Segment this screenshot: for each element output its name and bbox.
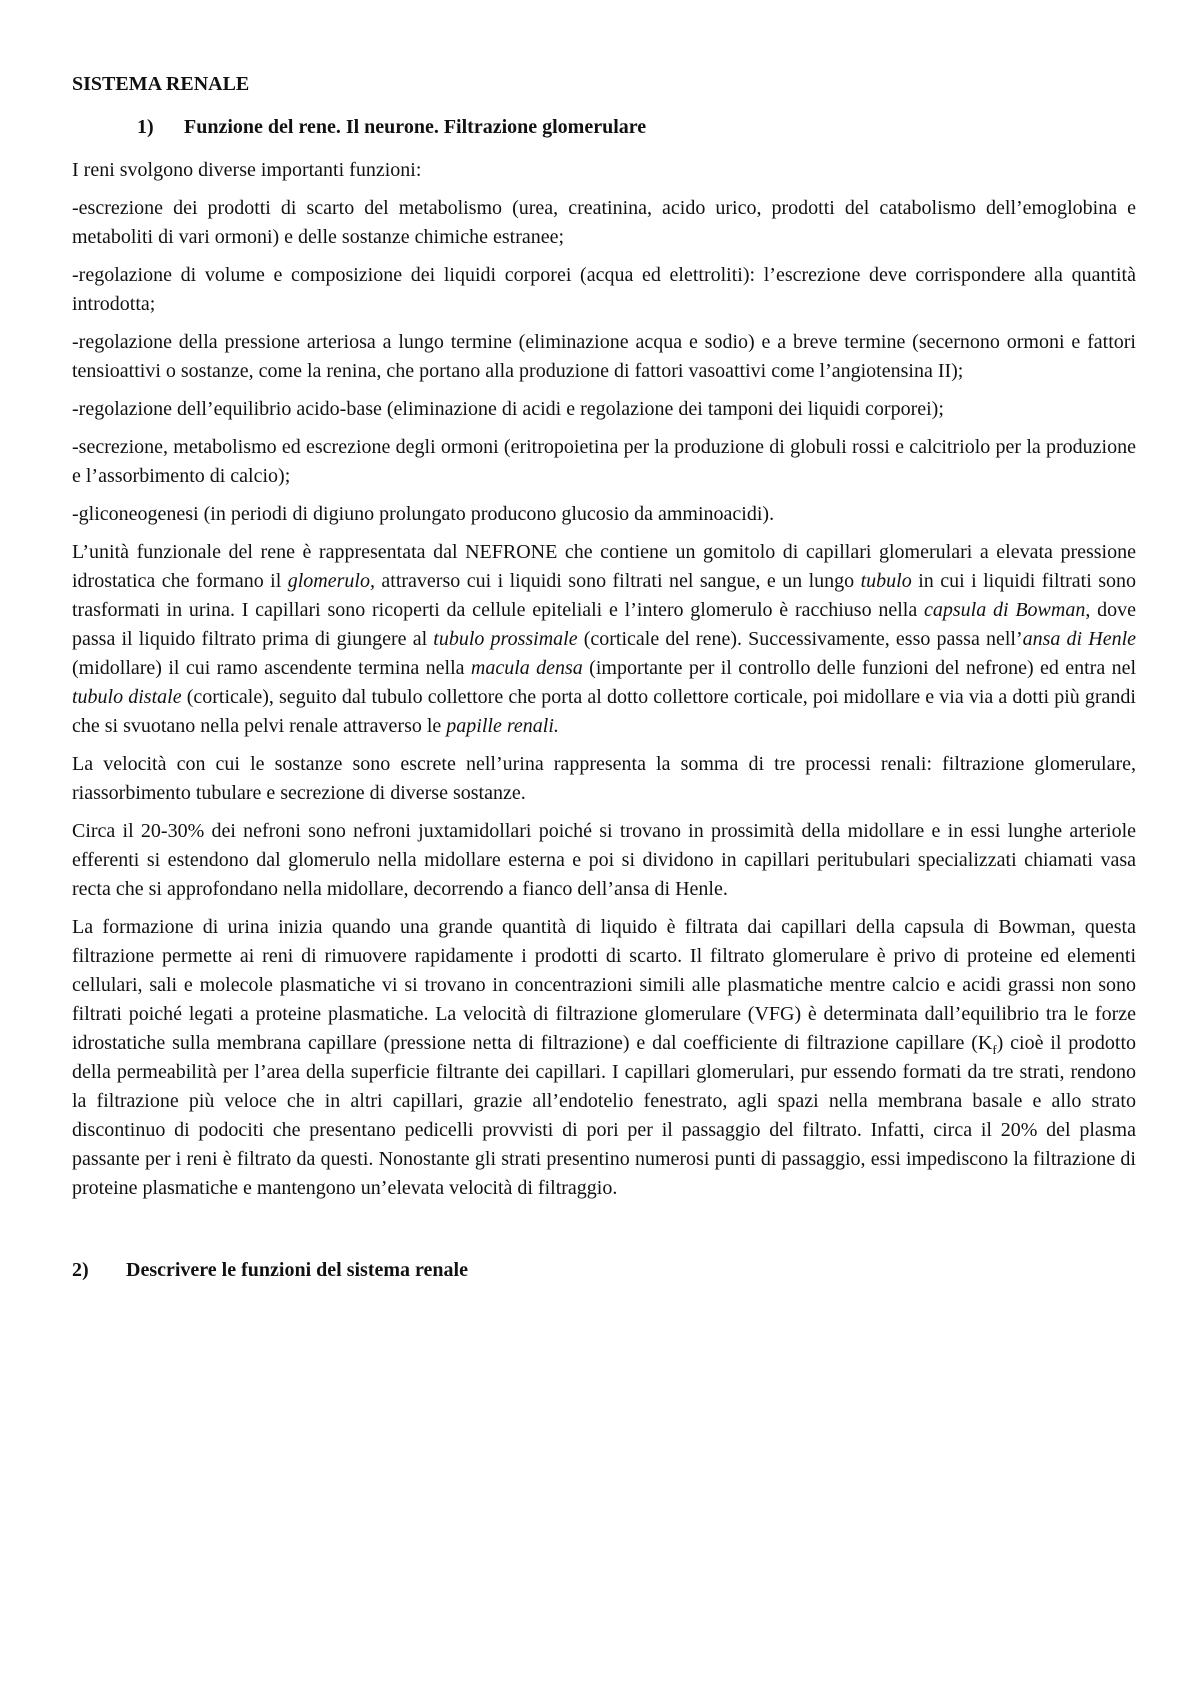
function-item-excretion: -escrezione dei prodotti di scarto del metabolismo (urea, creatinina, acido urico, prodotti del catabolismo dell’emoglobina e metaboliti di vari ormoni) e delle sostanze chimiche estranee;	[72, 197, 1136, 248]
nephron-text-3: in cui i liquidi filtrati sono trasformati in urina. I capillari sono ricoperti da cellule epiteliali e l’intero glomerulo è racchiuso nella	[72, 570, 1137, 621]
urine-formation-paragraph	[72, 913, 1136, 1203]
term-tubulo-prossimale: tubulo prossimale	[433, 628, 578, 650]
section-1-number: 1)	[137, 116, 154, 138]
term-tubulo-distale: tubulo distale	[72, 686, 182, 708]
excretion-paragraph: La velocità con cui le sostanze sono escrete nell’urina rappresenta la somma di tre processi renali: filtrazione glomerulare, riassorbimento tubulare e secrezione di diverse sostanze.	[72, 753, 1136, 804]
section-2-number: 2)	[72, 1259, 89, 1281]
nephron-text-6: (midollare) il cui ramo ascendente termina nella	[72, 657, 471, 679]
section-1-title: Funzione del rene. Il neurone. Filtrazione glomerulare	[184, 116, 647, 138]
document-title: SISTEMA RENALE	[72, 73, 250, 95]
term-glomerulo: glomerulo,	[287, 570, 375, 592]
function-item-acid-base: -regolazione dell’equilibrio acido-base (eliminazione di acidi e regolazione dei tamponi dei liquidi corporei);	[72, 398, 944, 420]
term-tubulo: tubulo	[860, 570, 912, 592]
term-ansa-di-henle: ansa di Henle	[1022, 628, 1137, 650]
section-2-heading	[72, 1256, 1136, 1285]
nephron-text-4: , dove passa il liquido filtrato prima di giungere al	[72, 599, 1136, 650]
term-capsula-di-bowman: capsula di Bowman	[924, 599, 1086, 621]
nephron-text-5: (corticale del rene). Successivamente, esso passa nell’	[577, 628, 1023, 650]
nephron-text-8: (corticale), seguito dal tubulo collettore che porta al dotto collettore corticale, poi midollare e via via a dotti più grandi che si svuotano nella pelvi renale attraverso le	[72, 686, 1136, 737]
function-item-volume: -regolazione di volume e composizione dei liquidi corporei (acqua ed elettroliti): l’escrezione deve corrispondere alla quantità introdotta;	[72, 264, 1136, 315]
section-2-title: Descrivere le funzioni del sistema renale	[126, 1259, 468, 1281]
kf-subscript: f	[992, 1042, 997, 1057]
nephron-text-2: attraverso cui i liquidi sono filtrati nel sangue, e un lungo	[374, 570, 861, 592]
intro-paragraph: I reni svolgono diverse importanti funzioni:	[72, 159, 422, 181]
section-1-heading	[72, 113, 1136, 142]
nephron-text-7: (importante per il controllo delle funzioni del nefrone) ed entra nel	[582, 657, 1137, 679]
document-page	[72, 70, 1136, 1299]
function-item-hormones: -secrezione, metabolismo ed escrezione degli ormoni (eritropoietina per la produzione di globuli rossi e calcitriolo per la produzione e l’assorbimento di calcio);	[72, 436, 1136, 487]
function-item-pressure: -regolazione della pressione arteriosa a lungo termine (eliminazione acqua e sodio) e a breve termine (secernono ormoni e fattori tensioattivi o sostanze, come la renina, che portano alla produzione di fattori vasoattivi come l’angiotensina II);	[72, 331, 1136, 382]
term-macula-densa: macula densa	[470, 657, 583, 679]
nephron-text-1: L’unità funzionale del rene è rappresentata dal NEFRONE che contiene un gomitolo di capillari glomerulari a elevata pressione idrostatica che formano il	[72, 541, 1136, 592]
juxtamedullary-paragraph: Circa il 20-30% dei nefroni sono nefroni juxtamidollari poiché si trovano in prossimità della midollare e in essi lunghe arteriole efferenti si estendono dal glomerulo nella midollare esterna e poi si dividono in capillari peritubulari specializzati chiamati vasa recta che si approfondano nella midollare, decorrendo a fianco dell’ansa di Henle.	[72, 820, 1136, 900]
nephron-paragraph	[72, 538, 1136, 741]
urine-text-2: ) cioè il prodotto della permeabilità per l’area della superficie filtrante dei capillari. I capillari glomerulari, pur essendo formati da tre strati, rendono la filtrazione più veloce che in altri capillari, grazie all’endotelio fenestrato, agli spazi nella membrana basale e allo strato discontinuo di podociti che presentano pedicelli provvisti di pori per il passaggio del filtrato. Infatti, circa il 20% del plasma passante per i reni è filtrato da questi. Nonostante gli strati presentino numerosi punti di passaggio, essi impediscono la filtrazione di proteine plasmatiche e mantengono un’elevata velocità di filtraggio.	[72, 1032, 1137, 1199]
term-papille-renali: papille renali.	[446, 715, 559, 737]
function-item-gluconeogenesis: -gliconeogenesi (in periodi di digiuno prolungato producono glucosio da amminoacidi).	[72, 503, 775, 525]
urine-text-1: La formazione di urina inizia quando una grande quantità di liquido è filtrata dai capillari della capsula di Bowman, questa filtrazione permette ai reni di rimuovere rapidamente i prodotti di scarto. Il filtrato glomerulare è privo di proteine ed elementi cellulari, sali e molecole plasmatiche vi si trovano in concentrazioni simili alle plasmatiche mentre calcio e acidi grassi non sono filtrati poiché legati a proteine plasmatiche. La velocità di filtrazione glomerulare (VFG) è determinata dall’equilibrio tra le forze idrostatiche sulla membrana capillare (pressione netta di filtrazione) e dal coefficiente di filtrazione capillare (K	[72, 916, 1136, 1054]
